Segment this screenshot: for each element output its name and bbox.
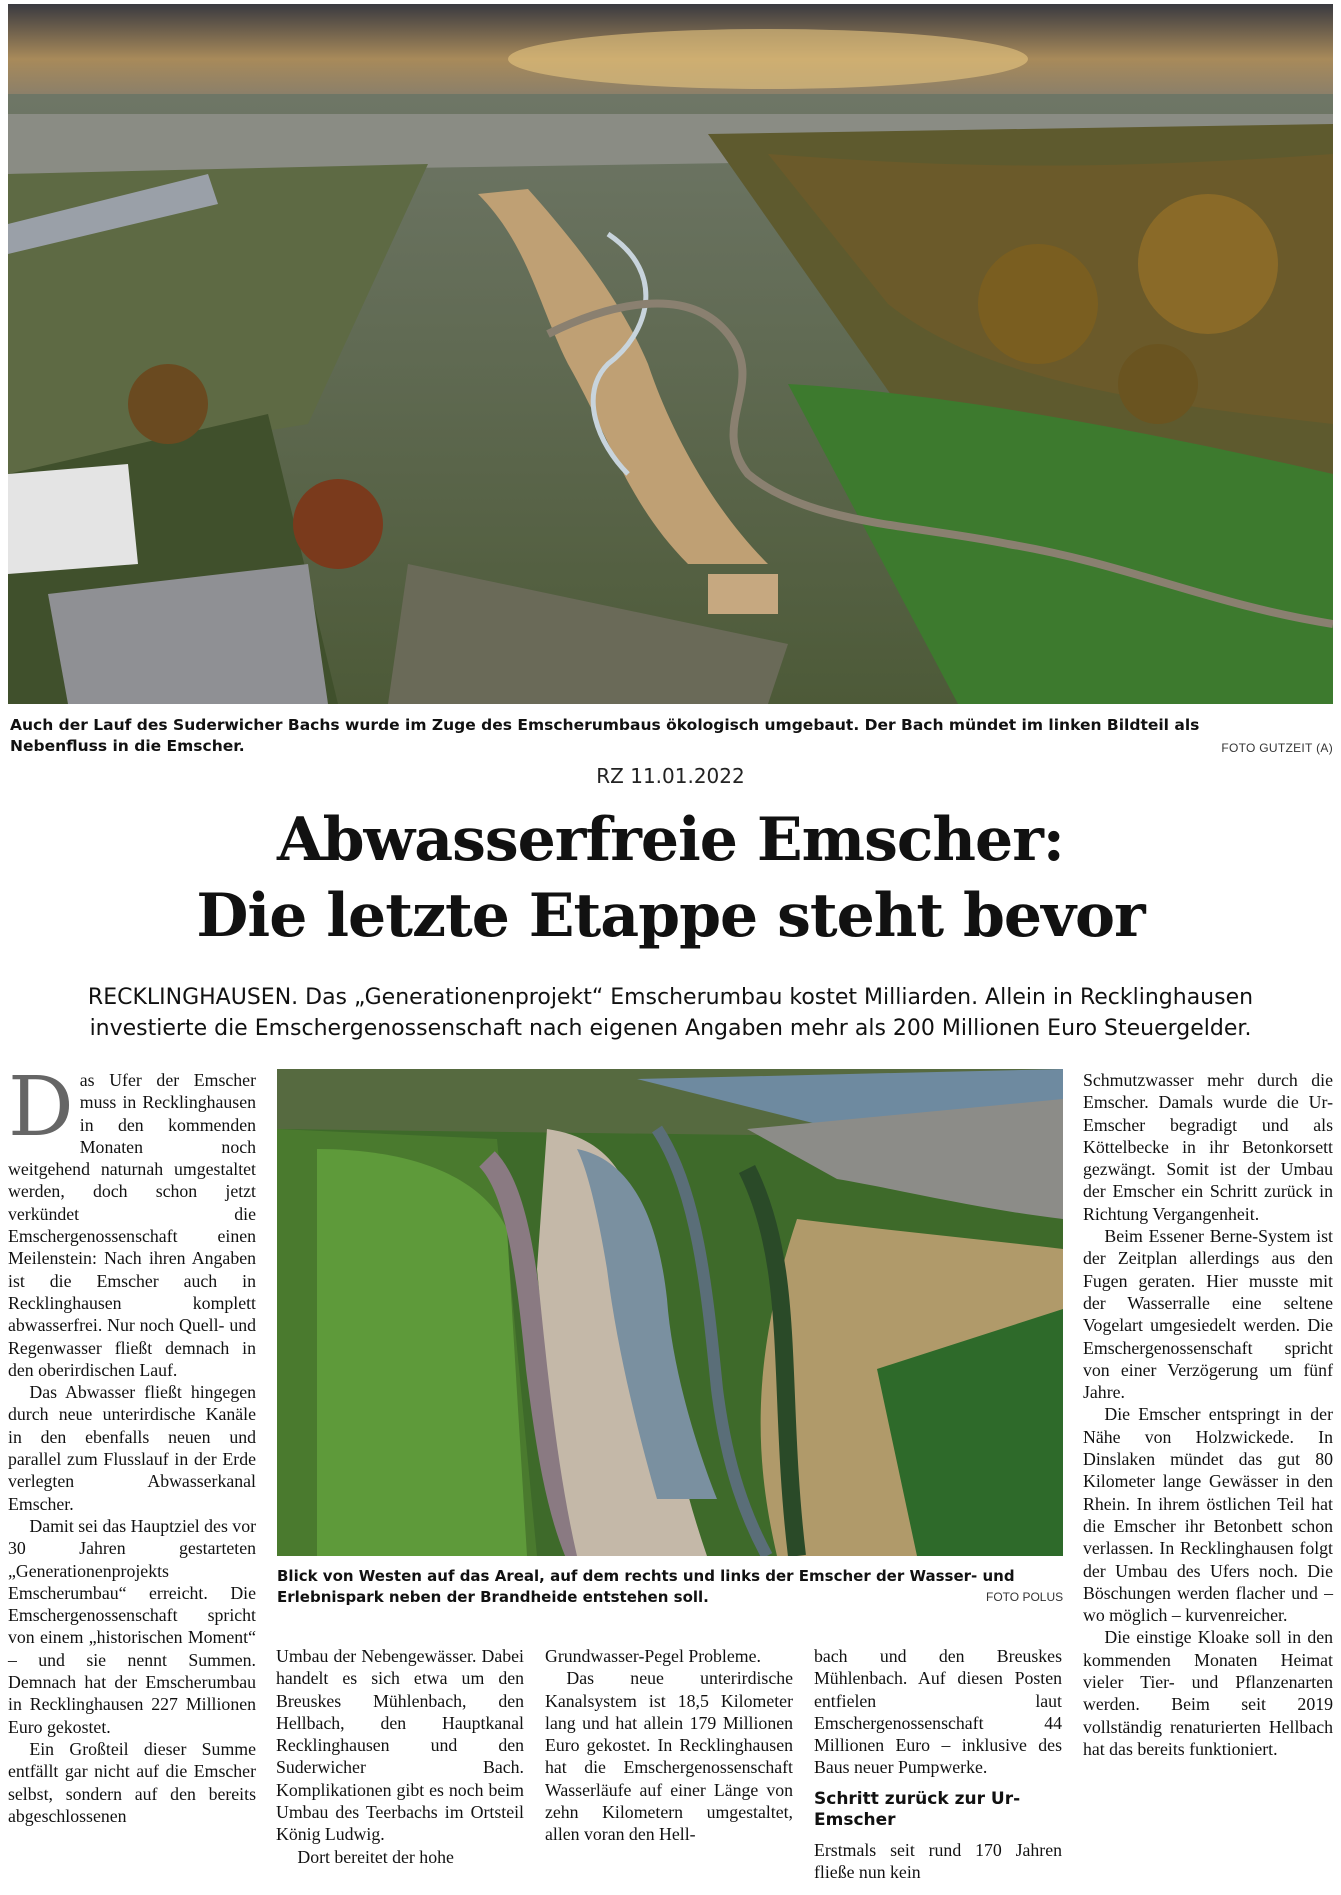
article-column-2 — [276, 1645, 524, 1868]
paragraph: bach und den Breuskes Mühlenbach. Auf diesen Posten entfielen laut Emschergenossenschaft 44 Millionen Euro – inklusive des Baus neuer Pumpwerke. — [814, 1646, 1062, 1778]
aerial-photo-suderwicher-bach — [8, 4, 1333, 704]
article-column-5 — [1083, 1069, 1333, 1760]
subheading: Schritt zurück zur Ur-Emscher — [814, 1788, 1021, 1830]
paragraph: Erstmals seit rund 170 Jahren fließe nun kein — [814, 1839, 1062, 1883]
paragraph: Umbau der Nebengewässer. Dabei handelt es sich etwa um den Breuskes Mühlenbach, den Hellbach, den Hauptkanal Recklinghausen und den Suderwicher Bach. Komplikationen gibt es noch beim Umbau des Teerbachs im Ortsteil König Ludwig. — [276, 1646, 524, 1845]
paragraph: Das neue unterirdische Kanalsystem ist 18,5 Kilometer lang und hat allein 179 Millionen Euro gekostet. In Recklinghausen hat die Emschergenossenschaft Wasserläufe auf einer Länge von zehn Kilometern umgestaltet, allen voran den Hell- — [545, 1668, 793, 1845]
paragraph: Schmutzwasser mehr durch die Emscher. Damals wurde die Ur-Emscher begradigt und als Köttelbecke in ihr Betonkorsett gezwängt. Somit ist der Umbau der Emscher ein Schritt zurück in Richtung Vergangenheit. — [1083, 1070, 1333, 1224]
article-column-3 — [545, 1645, 793, 1846]
paragraph: Grundwasser-Pegel Probleme. — [545, 1646, 761, 1666]
headline-line-1: Abwasserfreie Emscher: — [277, 805, 1064, 875]
paragraph: Damit sei das Hauptziel des vor 30 Jahren gestarteten „Generationenprojekts Emscherumbau“ erreicht. Die Emschergenossenschaft spricht von einem „historischen Moment“ – und sie nennt Summen. Demnach hat der Emscherumbau in Recklinghausen 227 Millionen Euro gekostet. — [8, 1515, 257, 1737]
top-photo-caption: Auch der Lauf des Suderwicher Bachs wurde im Zuge des Emscherumbaus ökologisch umgebaut. Der Bach mündet im linken Bildteil als Nebenfluss in die Emscher. — [10, 716, 1200, 755]
paragraph: Das Abwasser fließt hingegen durch neue unterirdische Kanäle in den ebenfalls neuen und parallel zum Flusslauf in der Erde verlegten Abwasserkanal Emscher. — [8, 1382, 256, 1514]
headline-line-2: Die letzte Etappe steht bevor — [196, 881, 1145, 951]
paragraph: Beim Essener Berne-System ist der Zeitplan allerdings aus den Fugen geraten. Hier musste mit der Wasserralle eine seltene Vogelart umgesiedelt werden. Die Emschergenossenschaft spricht von einer Verzögerung um fünf Jahre. — [1083, 1226, 1333, 1403]
top-photo-credit: FOTO GUTZEIT (A) — [1221, 741, 1333, 755]
lead-paragraph: RECKLINGHAUSEN. Das „Generationenprojekt“ Emscherumbau kostet Milliarden. Allein in Recklinghausen investierte die Emschergenossenschaft nach eigenen Angaben mehr als 200 Millionen Euro Steuergelder. — [87, 985, 1254, 1041]
mid-photo-caption: Blick von Westen auf das Areal, auf dem rechts und links der Emscher der Wasser- und Erlebnispark neben der Brandheide entstehen soll. — [277, 1567, 1015, 1606]
article-column-4 — [814, 1645, 1062, 1883]
paragraph: as Ufer der Emscher muss in Recklinghausen in den kommenden Monaten noch weitgehend naturnah umgestaltet werden, doch schon jetzt verkündet die Emschergenossenschaft einen Meilenstein: Nach ihren Angaben ist die Emscher auch in Recklinghausen komplett abwasserfrei. Nur noch Quell- und Regenwasser fließt demnach in den oberirdischen Lauf. — [8, 1070, 256, 1380]
headline — [0, 802, 1341, 954]
mid-photo-credit: FOTO POLUS — [986, 1590, 1064, 1604]
paragraph: Ein Großteil dieser Summe entfällt gar nicht auf die Emscher selbst, sondern auf den bereits abgeschlossenen — [8, 1738, 256, 1826]
drop-cap: D — [8, 1060, 74, 1155]
aerial-photo-emscher-park — [277, 1069, 1063, 1556]
paragraph: Die Emscher entspringt in der Nähe von Holzwickede. In Dinslaken mündet das gut 80 Kilometer lange Gewässer in den Rhein. In ihrem östlichen Teil hat die Emscher ihr Betonbett schon verlassen. In Recklinghausen folgt der Umbau des Ufers noch. Die Böschungen werden flacher und – wo möglich – kurvenreicher. — [1083, 1404, 1333, 1626]
article-column-1 — [8, 1060, 257, 1827]
issue-date: RZ 11.01.2022 — [596, 764, 745, 788]
paragraph: Die einstige Kloake soll in den kommenden Monaten Heimat vieler Tier- und Pflanzenarten werden. Beim seit 2019 vollständig renaturierten Hellbach hat das bereits funktioniert. — [1083, 1627, 1333, 1759]
paragraph: Dort bereitet der hohe — [297, 1846, 454, 1867]
